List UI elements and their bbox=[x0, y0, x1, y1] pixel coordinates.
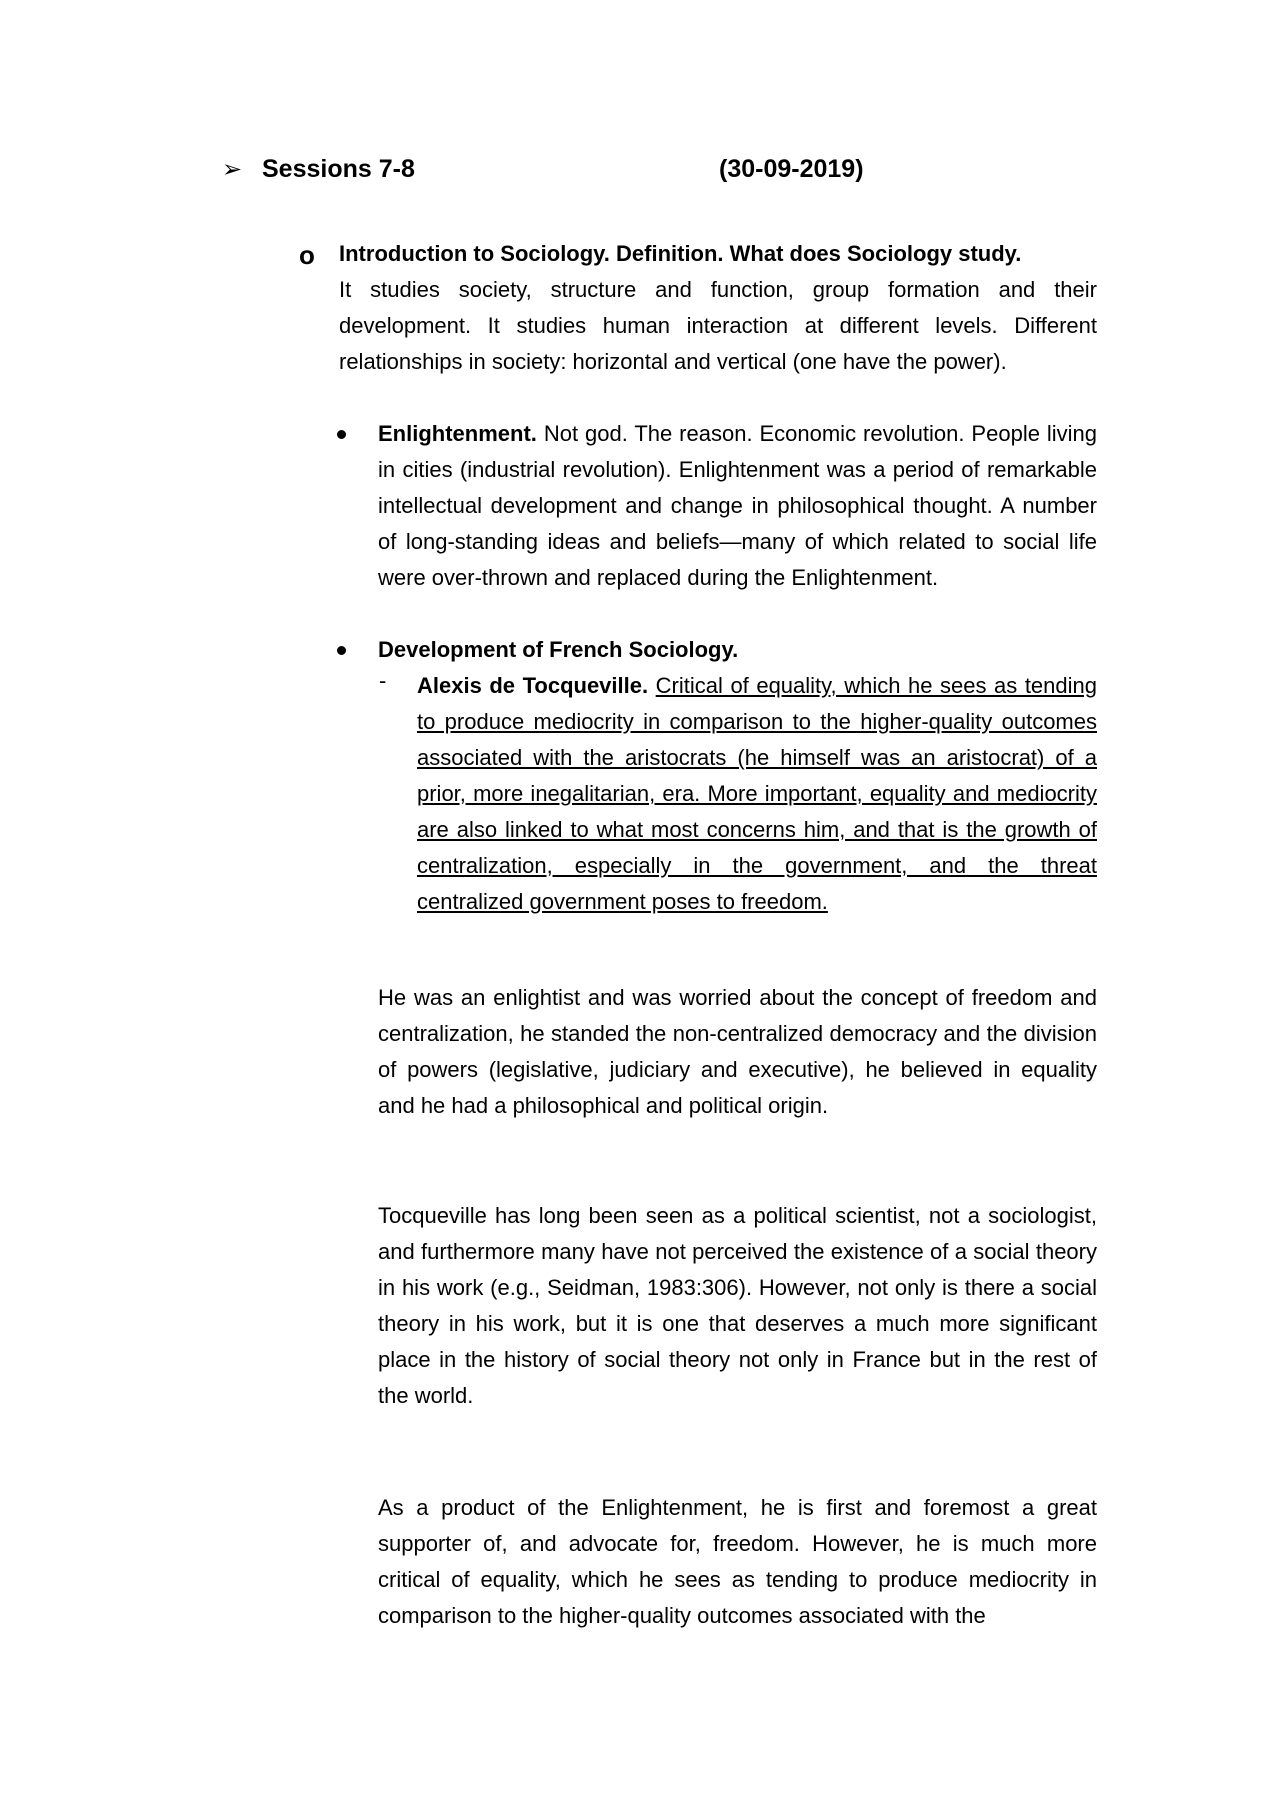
tocqueville-underlined-text: Critical of equality, which he sees as tending to produce mediocrity in comparison to the higher-quality outcomes associated with the aristocrats (he himself was an aristocrat) of a prior, more inegalitarian, era. More important, equality and mediocrity are also linked to what most concerns him, and that is the growth of centralization, especially in the government, and the threat centralized government poses to freedom. bbox=[417, 673, 1097, 914]
french-sociology-item bbox=[378, 632, 1097, 668]
tocqueville-title: Alexis de Tocqueville. bbox=[417, 673, 649, 698]
paragraph-enlightist: He was an enlightist and was worried about the concept of freedom and centralization, he standed the non-centralized democracy and the division of powers (legislative, judiciary and executive), he believed in equality and he had a philosophical and political origin. bbox=[378, 985, 1097, 1118]
circle-bullet-icon: o bbox=[299, 240, 315, 270]
enlightenment-item bbox=[378, 416, 1097, 596]
paragraph-social-theory: Tocqueville has long been seen as a political scientist, not a sociologist, and furthermore many have not perceived the existence of a social theory in his work (e.g., Seidman, 1983:306). However, not only is there a social theory in his work, but it is one that deserves a much more significant place in the history of social theory not only in France but in the rest of the world. bbox=[378, 1203, 1097, 1408]
bullet-dot-icon bbox=[337, 646, 346, 655]
french-sociology-title: Development of French Sociology. bbox=[378, 637, 739, 662]
bullet-dot-icon bbox=[337, 430, 346, 439]
paragraph-freedom: As a product of the Enlightenment, he is first and foremost a great supporter of, and advocate for, freedom. However, he is much more critical of equality, which he sees as tending to produce mediocrity in comparison to the higher-quality outcomes associated with the bbox=[378, 1495, 1097, 1628]
enlightenment-text: Not god. The reason. Economic revolution. People living in cities (industrial revolution). Enlightenment was a period of remarkable intellectual development and change in philosophical thought. A number of long-standing ideas and beliefs—many of which related to social life were over-thrown and replaced during the Enlightenment. bbox=[378, 421, 1097, 590]
arrow-bullet-icon: ➢ bbox=[222, 156, 243, 183]
session-title: Sessions 7-8 bbox=[262, 155, 415, 183]
enlightenment-title: Enlightenment. bbox=[378, 421, 537, 446]
dash-bullet-icon: - bbox=[379, 668, 387, 693]
intro-text: It studies society, structure and function, group formation and their development. It studies human interaction at different levels. Different relationships in society: horizontal and vertical (one have the power). bbox=[339, 277, 1097, 374]
tocqueville-item bbox=[417, 668, 1097, 920]
intro-section bbox=[339, 236, 1097, 380]
intro-title: Introduction to Sociology. Definition. What does Sociology study. bbox=[339, 241, 1022, 266]
session-date: (30-09-2019) bbox=[719, 155, 864, 183]
